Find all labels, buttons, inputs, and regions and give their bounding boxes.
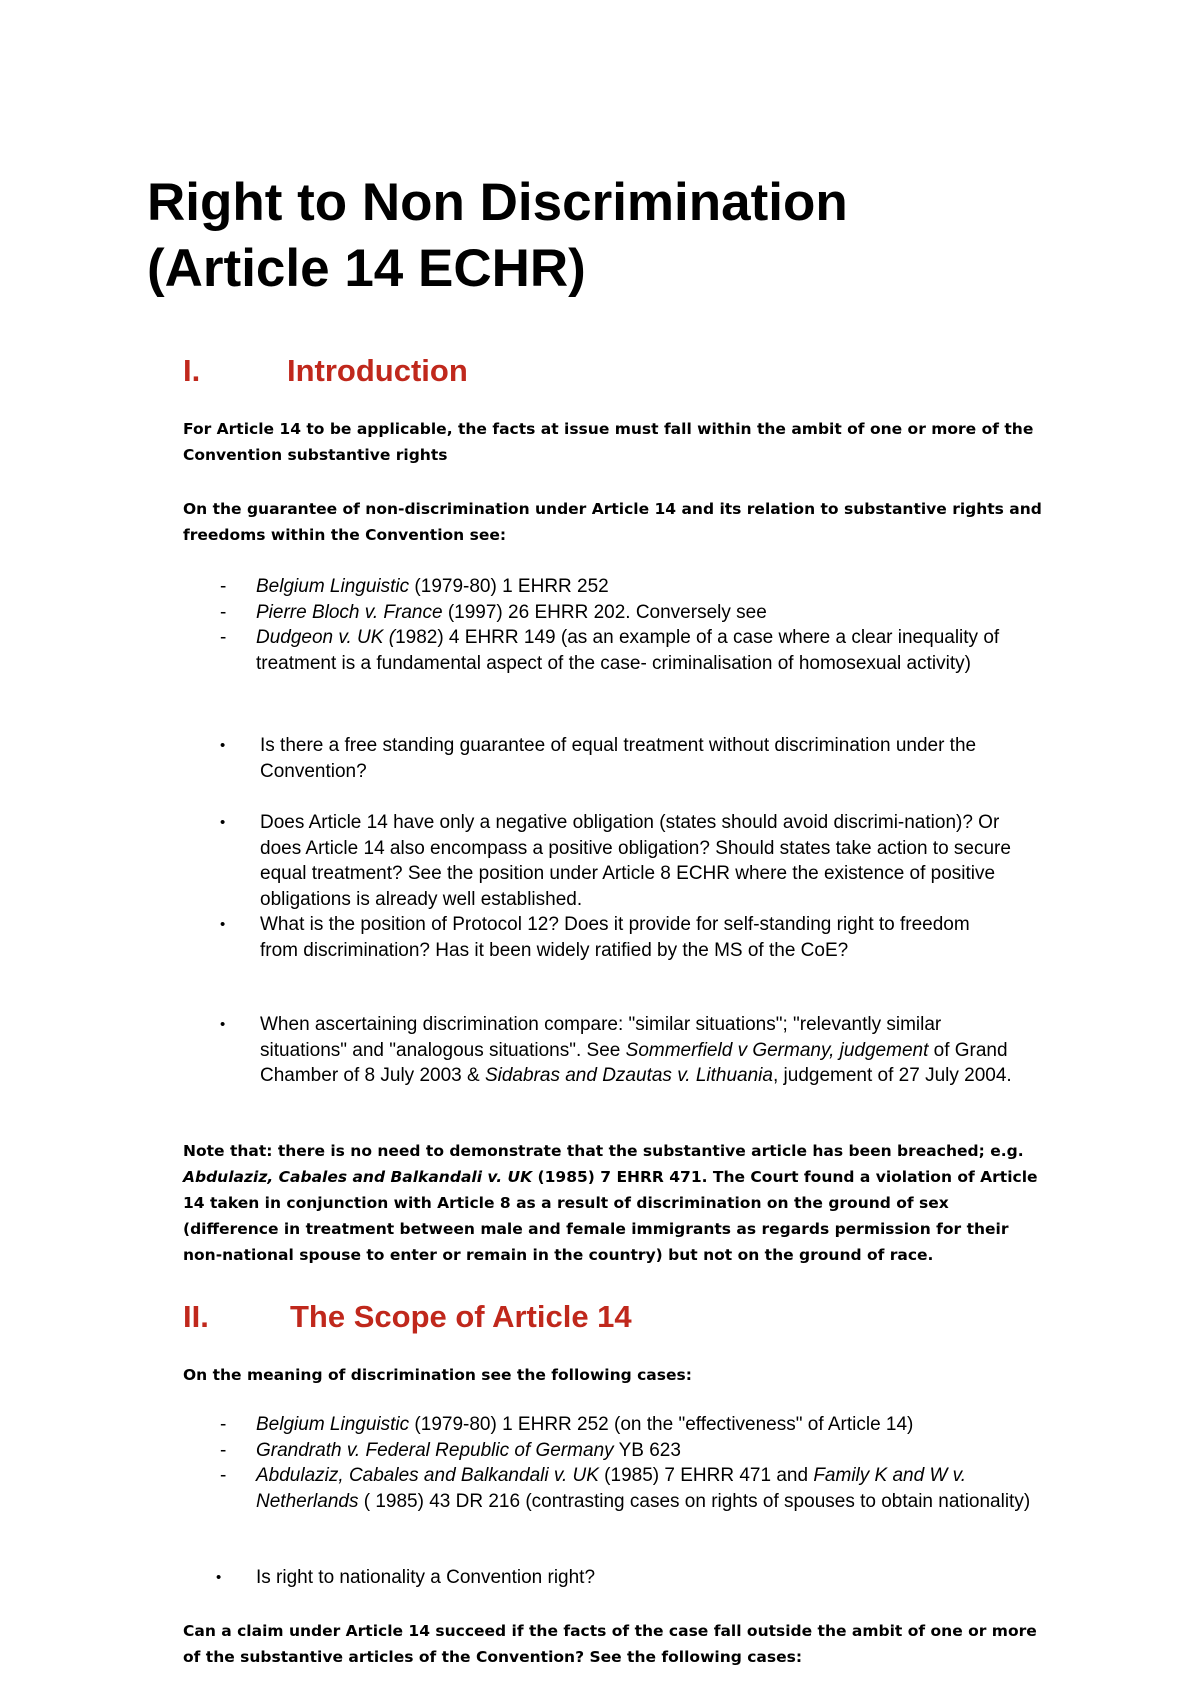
paragraph-note: Note that: there is no need to demonstrate that the substantive article has been breached; e.g. Abdulaziz, Cabales and Balkandali v. UK (1985) 7 EHRR 471. The Court found a violation of Article 14 taken in conjunction with Article 8 as a result of discrimination on the ground of sex (difference in treatment between male and female immigrants as regards permission for their non-national spouse to enter or remain in the country) but not on the ground of race. bbox=[183, 1142, 1038, 1264]
question-list-2 bbox=[220, 810, 1030, 912]
case-name: Sidabras and Dzautas v. Lithuania bbox=[484, 1065, 773, 1086]
section-1-number: I. bbox=[183, 353, 201, 388]
title-line-1: Right to Non Discrimination bbox=[147, 173, 848, 232]
list-item: - Belgium Linguistic (1979-80) 1 EHRR 252 bbox=[220, 576, 609, 597]
question-list-1 bbox=[220, 733, 1030, 784]
paragraph-meaning: On the meaning of discrimination see the following cases: bbox=[183, 1366, 692, 1384]
case-name: Dudgeon v. UK ( bbox=[256, 627, 396, 648]
title-line-2: (Article 14 ECHR) bbox=[147, 239, 586, 298]
case-list-1 bbox=[220, 574, 1050, 676]
case-name: Abdulaziz, Cabales and Balkandali v. UK bbox=[256, 1465, 599, 1486]
bullet-icon: • bbox=[220, 1016, 226, 1033]
paragraph-guarantee: On the guarantee of non-discrimination under Article 14 and its relation to substantive rights and freedoms within the Convention see: bbox=[183, 500, 1042, 544]
case-name: Belgium Linguistic bbox=[256, 576, 410, 597]
list-item: • When ascertaining discrimination compare: "similar situations"; "relevantly similar situations" and "analogous situations". See Sommerfield v Germany, judgement of Grand Chamber of 8 July 2003 & Sidabras and Dzautas v. Lithuania, judgement of 27 July 2004. bbox=[220, 1014, 1012, 1086]
bullet-icon: • bbox=[220, 814, 226, 831]
case-name: Grandrath v. Federal Republic of Germany bbox=[256, 1439, 614, 1461]
case-name: Abdulaziz, Cabales and Balkandali v. UK bbox=[183, 1168, 533, 1186]
list-item: • Does Article 14 have only a negative obligation (states should avoid discrimi-nation)? Or does Article 14 also encompass a positive obligation? Should states take action to secure equal treatment? See the position under Article 8 ECHR where the existence of positive obligations is already well established. bbox=[220, 812, 1011, 910]
list-item: - Pierre Bloch v. France (1997) 26 EHRR 202. Conversely see bbox=[220, 601, 767, 623]
case-name: Belgium Linguistic bbox=[256, 1414, 410, 1435]
list-item: • What is the position of Protocol 12? Does it provide for self-standing right to freedom from discrimination? Has it been widely ratified by the MS of the CoE? bbox=[220, 914, 970, 961]
list-item: - Belgium Linguistic (1979-80) 1 EHRR 252 (on the "effectiveness" of Article 14) bbox=[220, 1414, 914, 1435]
question-list-4 bbox=[220, 1012, 1020, 1089]
question-list-5 bbox=[216, 1565, 1026, 1591]
paragraph-claim: Can a claim under Article 14 succeed if the facts of the case fall outside the ambit of one or more of the substantive articles of the Convention? See the following cases: bbox=[183, 1622, 1037, 1666]
bullet-icon: • bbox=[220, 916, 226, 933]
paragraph-applicability: For Article 14 to be applicable, the facts at issue must fall within the ambit of one or more of the Convention substantive rights bbox=[183, 420, 1034, 464]
section-1-title: Introduction bbox=[287, 353, 468, 388]
section-2-title: The Scope of Article 14 bbox=[290, 1299, 632, 1334]
case-name: Pierre Bloch v. France bbox=[256, 601, 443, 623]
list-item: • Is right to nationality a Convention right? bbox=[216, 1565, 1026, 1591]
bullet-icon: • bbox=[216, 1569, 222, 1586]
list-item: • Is there a free standing guarantee of equal treatment without discrimination under the Convention? bbox=[220, 735, 977, 782]
document-title bbox=[147, 170, 1107, 302]
list-item: - Dudgeon v. UK (1982) 4 EHRR 149 (as an example of a case where a clear inequality of treatment is a fundamental aspect of the case- criminalisation of homosexual activity) bbox=[220, 627, 1000, 674]
question-list-3 bbox=[220, 912, 1000, 963]
case-name: Family K and W v. Netherlands bbox=[256, 1465, 967, 1512]
list-item: - Grandrath v. Federal Republic of Germany YB 623 bbox=[220, 1439, 681, 1461]
case-list-2 bbox=[220, 1412, 1050, 1514]
bullet-icon: • bbox=[220, 737, 226, 754]
section-2-number: II. bbox=[183, 1299, 209, 1334]
list-item: - Abdulaziz, Cabales and Balkandali v. UK (1985) 7 EHRR 471 and Family K and W v. Netherlands ( 1985) 43 DR 216 (contrasting cases on rights of spouses to obtain nationality) bbox=[220, 1465, 1031, 1512]
case-name: Sommerfield v Germany, judgement bbox=[625, 1039, 929, 1061]
